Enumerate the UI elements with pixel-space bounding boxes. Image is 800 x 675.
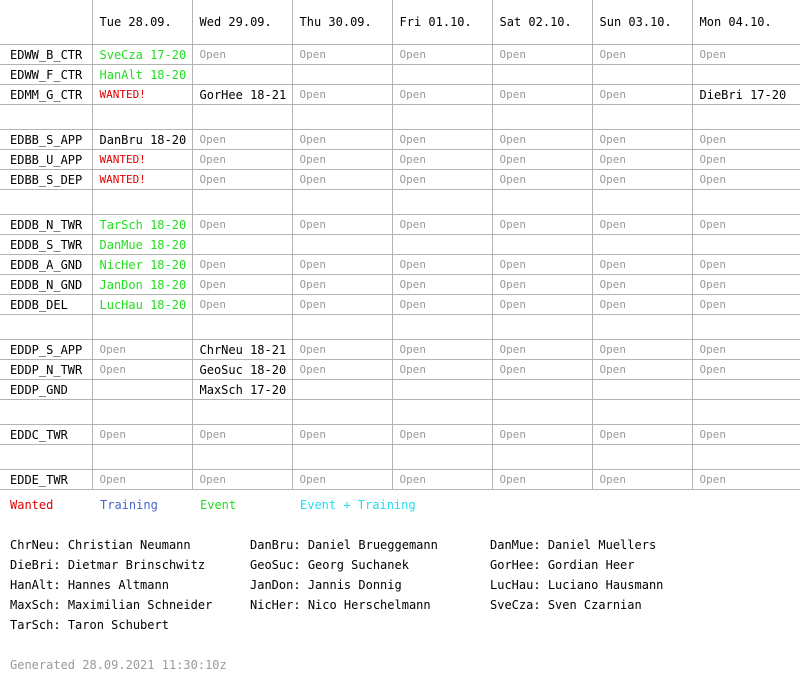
booking-cell-open[interactable]: Open [392,275,492,295]
spacer-cell [492,445,592,470]
booking-cell-open[interactable]: Open [292,360,392,380]
booking-cell-open[interactable]: Open [192,425,292,445]
controller-full-name: Dietmar Brinschwitz [67,558,206,572]
booking-cell-open[interactable]: Open [592,170,692,190]
controller-entry: TarSch: Taron Schubert [10,618,169,632]
spacer-cell [0,190,92,215]
booking-cell-open[interactable]: Open [492,255,592,275]
booking-cell-open[interactable]: Open [392,130,492,150]
controller-entry: DanBru: Daniel Brueggemann [250,538,438,552]
spacer-cell [192,400,292,425]
booking-cell-open[interactable]: Open [492,275,592,295]
station-row [0,170,800,190]
spacer-cell [192,445,292,470]
controller-code: JanDon [250,578,294,592]
controller-entry: MaxSch: Maximilian Schneider [10,598,213,612]
booking-cell-open[interactable]: Open [192,470,292,490]
spacer-cell [0,445,92,470]
booking-cell-open[interactable]: Open [492,45,592,65]
booking-cell-open[interactable]: Open [192,170,292,190]
booking-cell-open[interactable]: Open [592,295,692,315]
station-name: EDDB_N_TWR [0,215,92,235]
booking-cell-open[interactable]: Open [492,150,592,170]
controller-entry: SveCza: Sven Czarnian [490,598,642,612]
station-row [0,470,800,490]
controller-entry: LucHau: Luciano Hausmann [490,578,664,592]
spacer-cell [292,400,392,425]
booking-cell-open[interactable]: Open [192,130,292,150]
day-header: Tue 28.09. [92,0,192,45]
booking-cell-open[interactable]: Open [92,360,192,380]
booking-cell-open[interactable]: Open [592,425,692,445]
station-name: EDDE_TWR [0,470,92,490]
booking-cell-open[interactable]: Open [292,85,392,105]
controller-code: DanMue [490,538,534,552]
booking-cell-open[interactable]: Open [692,45,800,65]
booking-cell-open[interactable]: Open [492,340,592,360]
controller-entry: JanDon: Jannis Donnig [250,578,402,592]
booking-cell-open[interactable]: Open [292,255,392,275]
controller-code: LucHau [490,578,534,592]
controller-full-name: Luciano Hausmann [547,578,664,592]
station-name: EDDP_N_TWR [0,360,92,380]
station-row [0,65,800,85]
empty-cell [692,65,800,85]
spacer-cell [692,445,800,470]
spacer-cell [692,105,800,130]
controller-full-name: Nico Herschelmann [307,598,431,612]
day-header: Fri 01.10. [392,0,492,45]
booking-cell-open[interactable]: Open [692,340,800,360]
status-legend [10,498,790,514]
spacer-cell [392,105,492,130]
booking-cell-open[interactable]: Open [592,130,692,150]
booking-cell-open[interactable]: Open [292,425,392,445]
booking-cell-open[interactable]: Open [692,425,800,445]
spacer-cell [392,400,492,425]
booking-cell-open[interactable]: Open [292,170,392,190]
station-row [0,425,800,445]
booking-cell-open[interactable]: Open [492,85,592,105]
station-row [0,360,800,380]
empty-cell [92,380,192,400]
empty-cell [292,65,392,85]
spacer-cell [92,400,192,425]
controller-code: GeoSuc [250,558,294,572]
booking-cell-booked[interactable]: GorHee 18-21 [192,85,292,105]
booking-cell-open[interactable]: Open [292,340,392,360]
booking-cell-open[interactable]: Open [392,45,492,65]
legend-event: Event [200,498,237,512]
generated-timestamp: Generated 28.09.2021 11:30:10z [10,658,227,672]
booking-cell-open[interactable]: Open [92,425,192,445]
spacer-cell [92,190,192,215]
empty-cell [492,65,592,85]
booking-cell-open[interactable]: Open [692,150,800,170]
station-name: EDDB_DEL [0,295,92,315]
booking-cell-open[interactable]: Open [392,425,492,445]
empty-cell [592,65,692,85]
controller-full-name: Taron Schubert [67,618,169,632]
station-row [0,85,800,105]
controller-code: DanBru [250,538,294,552]
spacer-cell [592,400,692,425]
booking-cell-open[interactable]: Open [692,170,800,190]
booking-cell-open[interactable]: Open [692,275,800,295]
station-name: EDDC_TWR [0,425,92,445]
booking-cell-open[interactable]: Open [392,470,492,490]
booking-cell-event[interactable]: TarSch 18-20 [92,215,192,235]
booking-cell-open[interactable]: Open [592,85,692,105]
booking-cell-open[interactable]: Open [192,295,292,315]
roster-body [0,45,800,490]
spacer-cell [192,315,292,340]
controller-entry: GeoSuc: Georg Suchanek [250,558,409,572]
controller-entry: NicHer: Nico Herschelmann [250,598,431,612]
booking-cell-open[interactable]: Open [592,255,692,275]
station-name: EDWW_B_CTR [0,45,92,65]
controller-entry: GorHee: Gordian Heer [490,558,635,572]
day-header: Sun 03.10. [592,0,692,45]
booking-cell-event[interactable]: HanAlt 18-20 [92,65,192,85]
station-name: EDDP_GND [0,380,92,400]
spacer-row [0,315,800,340]
station-name: EDBB_S_APP [0,130,92,150]
controller-entry: DanMue: Daniel Muellers [490,538,657,552]
station-row [0,215,800,235]
booking-cell-open[interactable]: Open [692,295,800,315]
booking-cell-wanted[interactable]: WANTED! [92,85,192,105]
controller-code: GorHee [490,558,534,572]
booking-cell-open[interactable]: Open [492,130,592,150]
booking-cell-event[interactable]: SveCza 17-20 [92,45,192,65]
booking-cell-open[interactable]: Open [192,45,292,65]
station-row [0,255,800,275]
spacer-cell [592,445,692,470]
controller-code: MaxSch [10,598,54,612]
spacer-cell [592,315,692,340]
controller-entry: HanAlt: Hannes Altmann [10,578,169,592]
controller-code: SveCza [490,598,534,612]
booking-cell-open[interactable]: Open [592,45,692,65]
station-row [0,150,800,170]
empty-cell [192,235,292,255]
booking-cell-open[interactable]: Open [392,170,492,190]
station-row [0,340,800,360]
day-header: Sat 02.10. [492,0,592,45]
controller-code: TarSch [10,618,54,632]
controller-code: NicHer [250,598,294,612]
spacer-cell [292,190,392,215]
booking-cell-open[interactable]: Open [192,275,292,295]
booking-cell-open[interactable]: Open [592,470,692,490]
spacer-cell [0,315,92,340]
controller-full-name: Georg Suchanek [307,558,409,572]
spacer-row [0,445,800,470]
day-header-row [0,0,800,45]
spacer-row [0,400,800,425]
empty-cell [192,65,292,85]
spacer-cell [92,315,192,340]
spacer-cell [92,445,192,470]
booking-cell-wanted[interactable]: WANTED! [92,170,192,190]
spacer-cell [592,105,692,130]
spacer-cell [0,105,92,130]
empty-cell [292,235,392,255]
booking-cell-open[interactable]: Open [92,470,192,490]
spacer-cell [692,400,800,425]
spacer-cell [492,400,592,425]
spacer-cell [592,190,692,215]
controller-entry: ChrNeu: Christian Neumann [10,538,191,552]
controller-name-list [10,538,790,638]
booking-cell-event[interactable]: JanDon 18-20 [92,275,192,295]
booking-cell-open[interactable]: Open [292,470,392,490]
spacer-row [0,190,800,215]
empty-cell [392,235,492,255]
booking-cell-event[interactable]: NicHer 18-20 [92,255,192,275]
booking-cell-wanted[interactable]: WANTED! [92,150,192,170]
station-name: EDMM_G_CTR [0,85,92,105]
empty-cell [692,235,800,255]
spacer-cell [392,190,492,215]
booking-cell-open[interactable]: Open [692,360,800,380]
booking-cell-open[interactable]: Open [192,150,292,170]
booking-cell-open[interactable]: Open [292,130,392,150]
controller-code: ChrNeu [10,538,54,552]
controller-full-name: Hannes Altmann [67,578,169,592]
station-row [0,380,800,400]
controller-entry: DieBri: Dietmar Brinschwitz [10,558,206,572]
station-name: EDDP_S_APP [0,340,92,360]
booking-cell-booked[interactable]: DieBri 17-20 [692,85,800,105]
empty-cell [592,235,692,255]
legend-wanted: Wanted [10,498,54,512]
corner-cell [0,0,92,45]
spacer-cell [292,105,392,130]
station-name: EDBB_S_DEP [0,170,92,190]
station-name: EDWW_F_CTR [0,65,92,85]
booking-cell-open[interactable]: Open [492,295,592,315]
station-row [0,295,800,315]
booking-cell-open[interactable]: Open [492,470,592,490]
booking-cell-open[interactable]: Open [392,360,492,380]
booking-cell-open[interactable]: Open [292,215,392,235]
booking-cell-open[interactable]: Open [392,215,492,235]
spacer-cell [492,315,592,340]
booking-cell-open[interactable]: Open [292,275,392,295]
spacer-cell [392,445,492,470]
booking-cell-open[interactable]: Open [192,255,292,275]
spacer-cell [0,400,92,425]
booking-cell-open[interactable]: Open [692,255,800,275]
controller-full-name: Christian Neumann [67,538,191,552]
empty-cell [492,380,592,400]
booking-cell-open[interactable]: Open [692,130,800,150]
booking-cell-open[interactable]: Open [592,340,692,360]
station-row [0,130,800,150]
spacer-cell [292,445,392,470]
controller-full-name: Daniel Brueggemann [307,538,438,552]
booking-cell-open[interactable]: Open [592,360,692,380]
station-row [0,45,800,65]
booking-cell-open[interactable]: Open [492,215,592,235]
booking-cell-booked[interactable]: DanBru 18-20 [92,130,192,150]
booking-cell-booked[interactable]: GeoSuc 18-20 [192,360,292,380]
day-header: Thu 30.09. [292,0,392,45]
station-row [0,235,800,255]
spacer-cell [92,105,192,130]
station-name: EDDB_A_GND [0,255,92,275]
booking-cell-open[interactable]: Open [592,150,692,170]
controller-code: HanAlt [10,578,54,592]
day-header: Mon 04.10. [692,0,800,45]
spacer-cell [192,105,292,130]
spacer-cell [192,190,292,215]
spacer-row [0,105,800,130]
booking-cell-open[interactable]: Open [392,295,492,315]
controller-full-name: Gordian Heer [547,558,635,572]
empty-cell [292,380,392,400]
booking-cell-open[interactable]: Open [392,255,492,275]
station-row [0,275,800,295]
booking-cell-open[interactable]: Open [492,170,592,190]
booking-cell-open[interactable]: Open [592,275,692,295]
controller-full-name: Maximilian Schneider [67,598,213,612]
booking-cell-booked[interactable]: ChrNeu 18-21 [192,340,292,360]
booking-cell-event[interactable]: LucHau 18-20 [92,295,192,315]
spacer-cell [492,105,592,130]
legend-event-training: Event + Training [300,498,416,512]
spacer-cell [692,190,800,215]
empty-cell [692,380,800,400]
controller-full-name: Daniel Muellers [547,538,657,552]
controller-code: DieBri [10,558,54,572]
controller-full-name: Jannis Donnig [307,578,402,592]
empty-cell [392,380,492,400]
booking-cell-open[interactable]: Open [192,215,292,235]
booking-cell-open[interactable]: Open [692,470,800,490]
booking-cell-event[interactable]: DanMue 18-20 [92,235,192,255]
booking-cell-open[interactable]: Open [392,340,492,360]
station-name: EDBB_U_APP [0,150,92,170]
booking-cell-open[interactable]: Open [492,425,592,445]
empty-cell [492,235,592,255]
controller-full-name: Sven Czarnian [547,598,642,612]
booking-cell-open[interactable]: Open [392,150,492,170]
spacer-cell [392,315,492,340]
booking-cell-open[interactable]: Open [692,215,800,235]
booking-cell-open[interactable]: Open [92,340,192,360]
booking-cell-open[interactable]: Open [592,215,692,235]
station-name: EDDB_N_GND [0,275,92,295]
booking-cell-open[interactable]: Open [292,150,392,170]
spacer-cell [292,315,392,340]
booking-cell-open[interactable]: Open [292,45,392,65]
day-header: Wed 29.09. [192,0,292,45]
spacer-cell [492,190,592,215]
booking-cell-open[interactable]: Open [392,85,492,105]
booking-cell-open[interactable]: Open [292,295,392,315]
empty-cell [592,380,692,400]
empty-cell [392,65,492,85]
spacer-cell [692,315,800,340]
legend-training: Training [100,498,158,512]
booking-cell-open[interactable]: Open [492,360,592,380]
station-name: EDDB_S_TWR [0,235,92,255]
booking-cell-booked[interactable]: MaxSch 17-20 [192,380,292,400]
